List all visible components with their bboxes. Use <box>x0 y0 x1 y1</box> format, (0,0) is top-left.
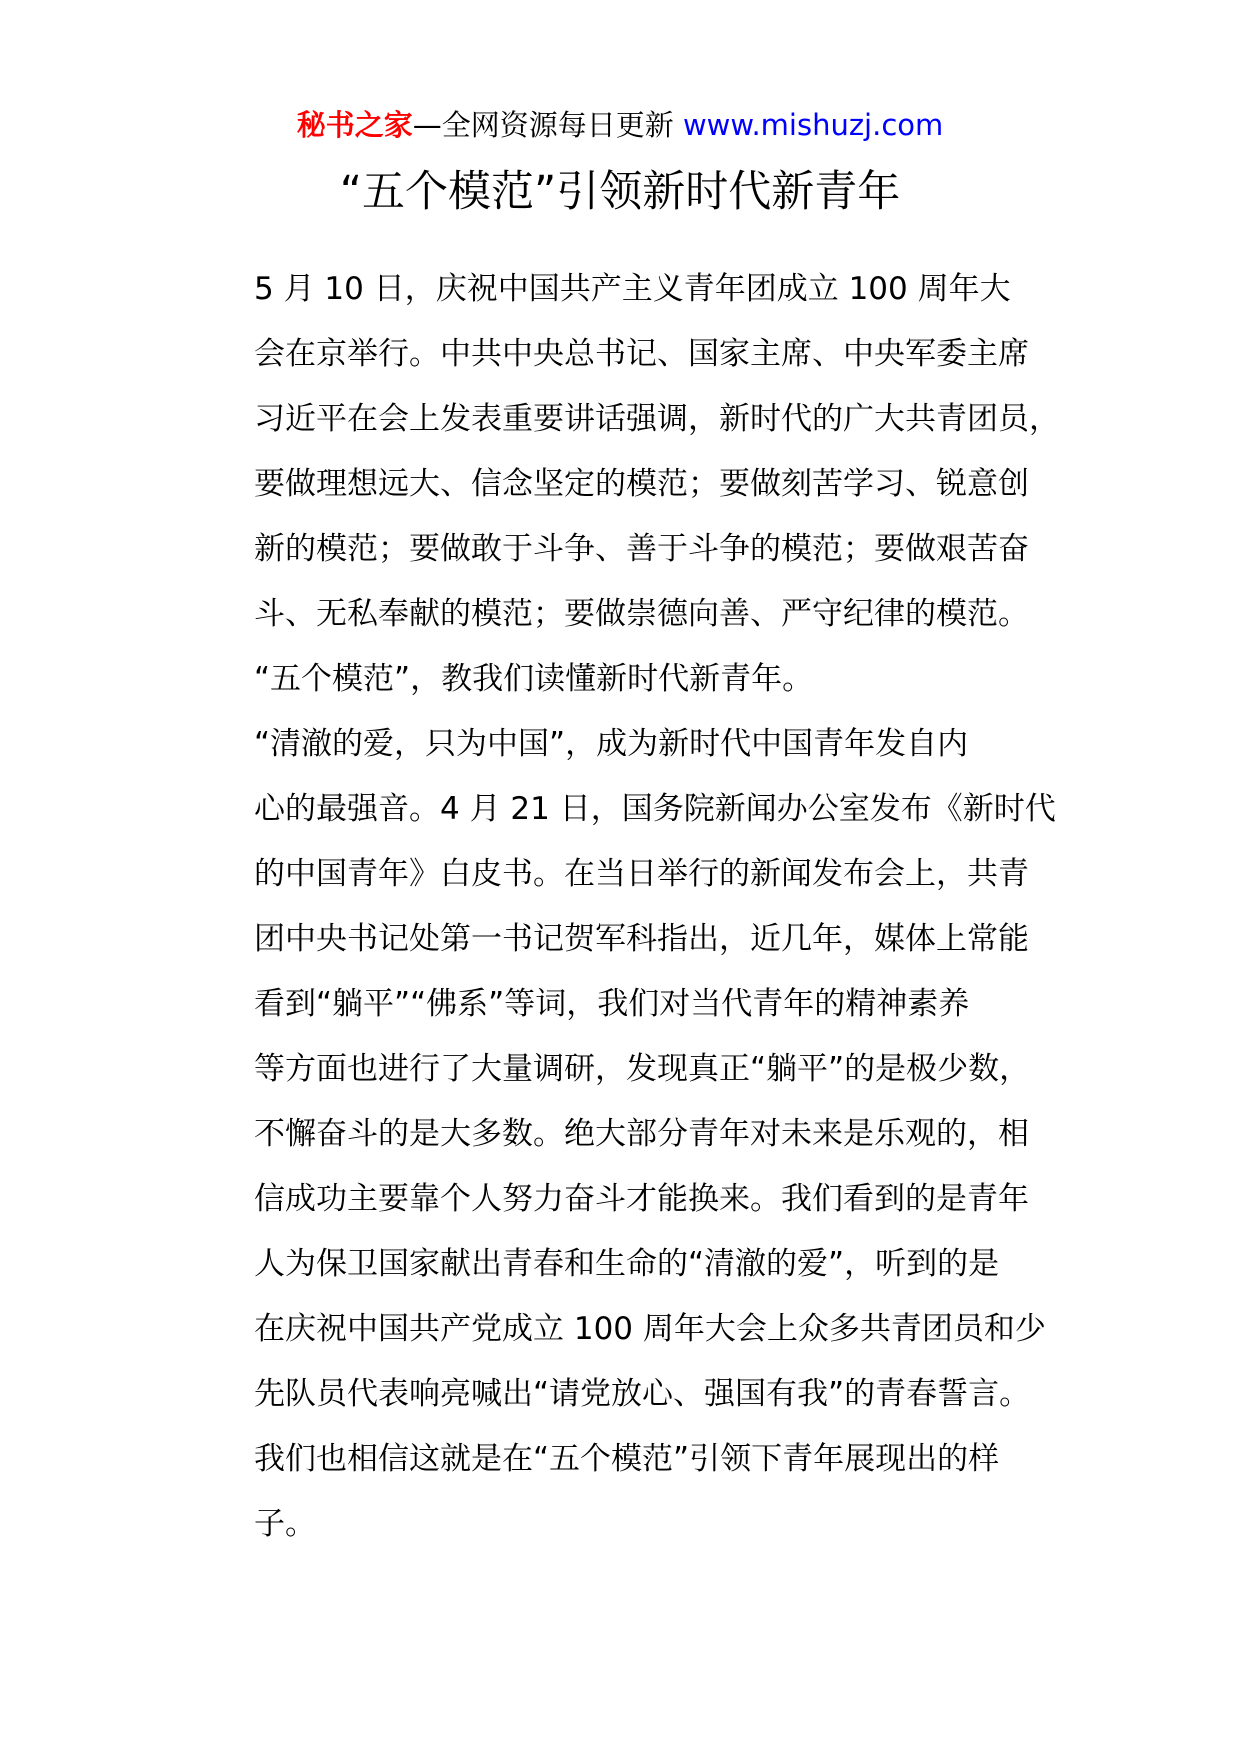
text-line: 会在京举行。中共中央总书记、国家主席、中央军委主席 <box>254 336 1029 372</box>
text-line: 子。 <box>254 1506 316 1542</box>
text-line: 要做理想远大、信念坚定的模范；要做刻苦学习、锐意创 <box>254 466 1029 502</box>
text-line: 看到“躺平”“佛系”等词，我们对当代青年的精神素养 <box>254 986 970 1022</box>
text-line: 习近平在会上发表重要讲话强调，新时代的广大共青团员， <box>254 401 1060 437</box>
article-body <box>188 257 1058 1557</box>
text-line: 5 月 10 日，庆祝中国共产主义青年团成立 100 周年大 <box>254 271 1011 307</box>
paragraph-1 <box>188 257 1058 712</box>
text-line: 在庆祝中国共产党成立 100 周年大会上众多共青团员和少 <box>254 1311 1046 1347</box>
site-slogan: —全网资源每日更新 <box>412 108 683 142</box>
paragraph-2 <box>188 712 1058 1557</box>
site-url-link[interactable]: www.mishuzj.com <box>682 108 944 142</box>
text-line: 斗、无私奉献的模范；要做崇德向善、严守纪律的模范。 <box>254 596 1029 632</box>
text-line: “五个模范”，教我们读懂新时代新青年。 <box>254 661 814 697</box>
site-brand: 秘书之家 <box>296 108 413 142</box>
text-line: “清澈的爱，只为中国”，成为新时代中国青年发自内 <box>254 726 969 762</box>
text-line: 我们也相信这就是在“五个模范”引领下青年展现出的样 <box>254 1441 1000 1477</box>
text-line: 的中国青年》白皮书。在当日举行的新闻发布会上，共青 <box>254 856 1029 892</box>
text-line: 人为保卫国家献出青春和生命的“清澈的爱”，听到的是 <box>254 1246 1000 1282</box>
site-header <box>0 100 1240 150</box>
text-line: 先队员代表响亮喊出“请党放心、强国有我”的青春誓言。 <box>254 1376 1031 1412</box>
text-line: 新的模范；要做敢于斗争、善于斗争的模范；要做艰苦奋 <box>254 531 1029 567</box>
article-title: “五个模范”引领新时代新青年 <box>339 167 901 217</box>
text-line: 等方面也进行了大量调研，发现真正“躺平”的是极少数， <box>254 1051 1031 1087</box>
text-line: 心的最强音。4 月 21 日，国务院新闻办公室发布《新时代 <box>254 791 1056 827</box>
text-line: 团中央书记处第一书记贺军科指出，近几年，媒体上常能 <box>254 921 1029 957</box>
text-line: 不懈奋斗的是大多数。绝大部分青年对未来是乐观的，相 <box>254 1116 1029 1152</box>
text-line: 信成功主要靠个人努力奋斗才能换来。我们看到的是青年 <box>254 1181 1029 1217</box>
